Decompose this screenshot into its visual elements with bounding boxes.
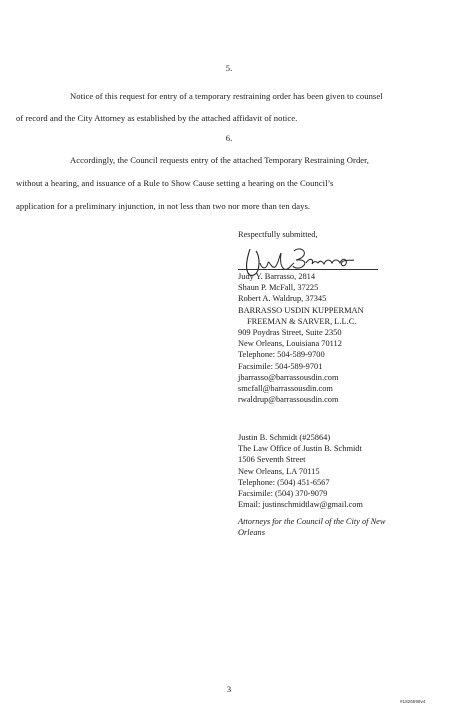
attorneys-for [238,516,385,538]
document-id: #1826599v4 [400,699,426,704]
firm-telephone: Telephone: 504-589-9700 [238,350,325,360]
counsel-2-firm: The Law Office of Justin B. Schmidt [238,444,362,454]
firm-name-line-1: BARRASSO USDIN KUPPERMAN [238,305,364,315]
page-number: 3 [226,684,232,694]
counsel-name-2: Shaun P. McFall, 37225 [238,283,319,293]
counsel-2-telephone: Telephone: (504) 451-6567 [238,477,330,487]
firm-facsimile: Facsimile: 504-589-9701 [238,361,323,371]
paragraph-number-5: 5. [225,63,233,73]
counsel-2-name: Justin B. Schmidt (#25864) [238,433,331,442]
firm-address-1: 909 Poydras Street, Suite 2350 [238,328,342,338]
counsel-2-address-2: New Orleans, LA 70115 [238,466,320,476]
attorneys-for-line-1: Attorneys for the Council of the City of New [238,517,386,526]
counsel-2-address-1: 1506 Seventh Street [238,455,306,465]
paragraph-number-6: 6. [225,133,233,143]
counsel-2-facsimile: Facsimile: (504) 370-9079 [238,489,328,499]
paragraph-6-line-3: application for a preliminary injunction, in not less than two nor more than ten days. [16,201,311,211]
firm-address-2: New Orleans, Louisiana 70112 [238,339,342,349]
email-3: rwaldrup@barrassousdin.com [238,395,339,405]
signature-line [238,269,378,270]
email-2: smcfall@barrassousdin.com [238,384,333,394]
paragraph-5-line-2: of record and the City Attorney as established by the attached affidavit of notice. [16,113,298,123]
email-1: jbarrasso@barrassousdin.com [238,372,339,382]
paragraph-6-line-2: without a hearing, and issuance of a Rule to Show Cause setting a hearing on the Council’s [16,178,334,188]
counsel-block-1 [238,271,364,405]
attorneys-for-line-2: Orleans [238,528,265,538]
counsel-2-email: Email: justinschmidtlaw@gmail.com [238,500,363,510]
paragraph-5-line-1: Notice of this request for entry of a temporary restraining order has been given to counsel [70,91,383,101]
counsel-block-2 [238,432,363,510]
firm-name-line-2: FREEMAN & SARVER, L.L.C. [247,316,357,326]
paragraph-6-line-1: Accordingly, the Council requests entry of the attached Temporary Restraining Order, [70,155,369,165]
counsel-name-1: Judy Y. Barrasso, 2814 [238,272,316,281]
closing: Respectfully submitted, [238,230,318,239]
counsel-name-3: Robert A. Waldrup, 37345 [238,294,327,304]
